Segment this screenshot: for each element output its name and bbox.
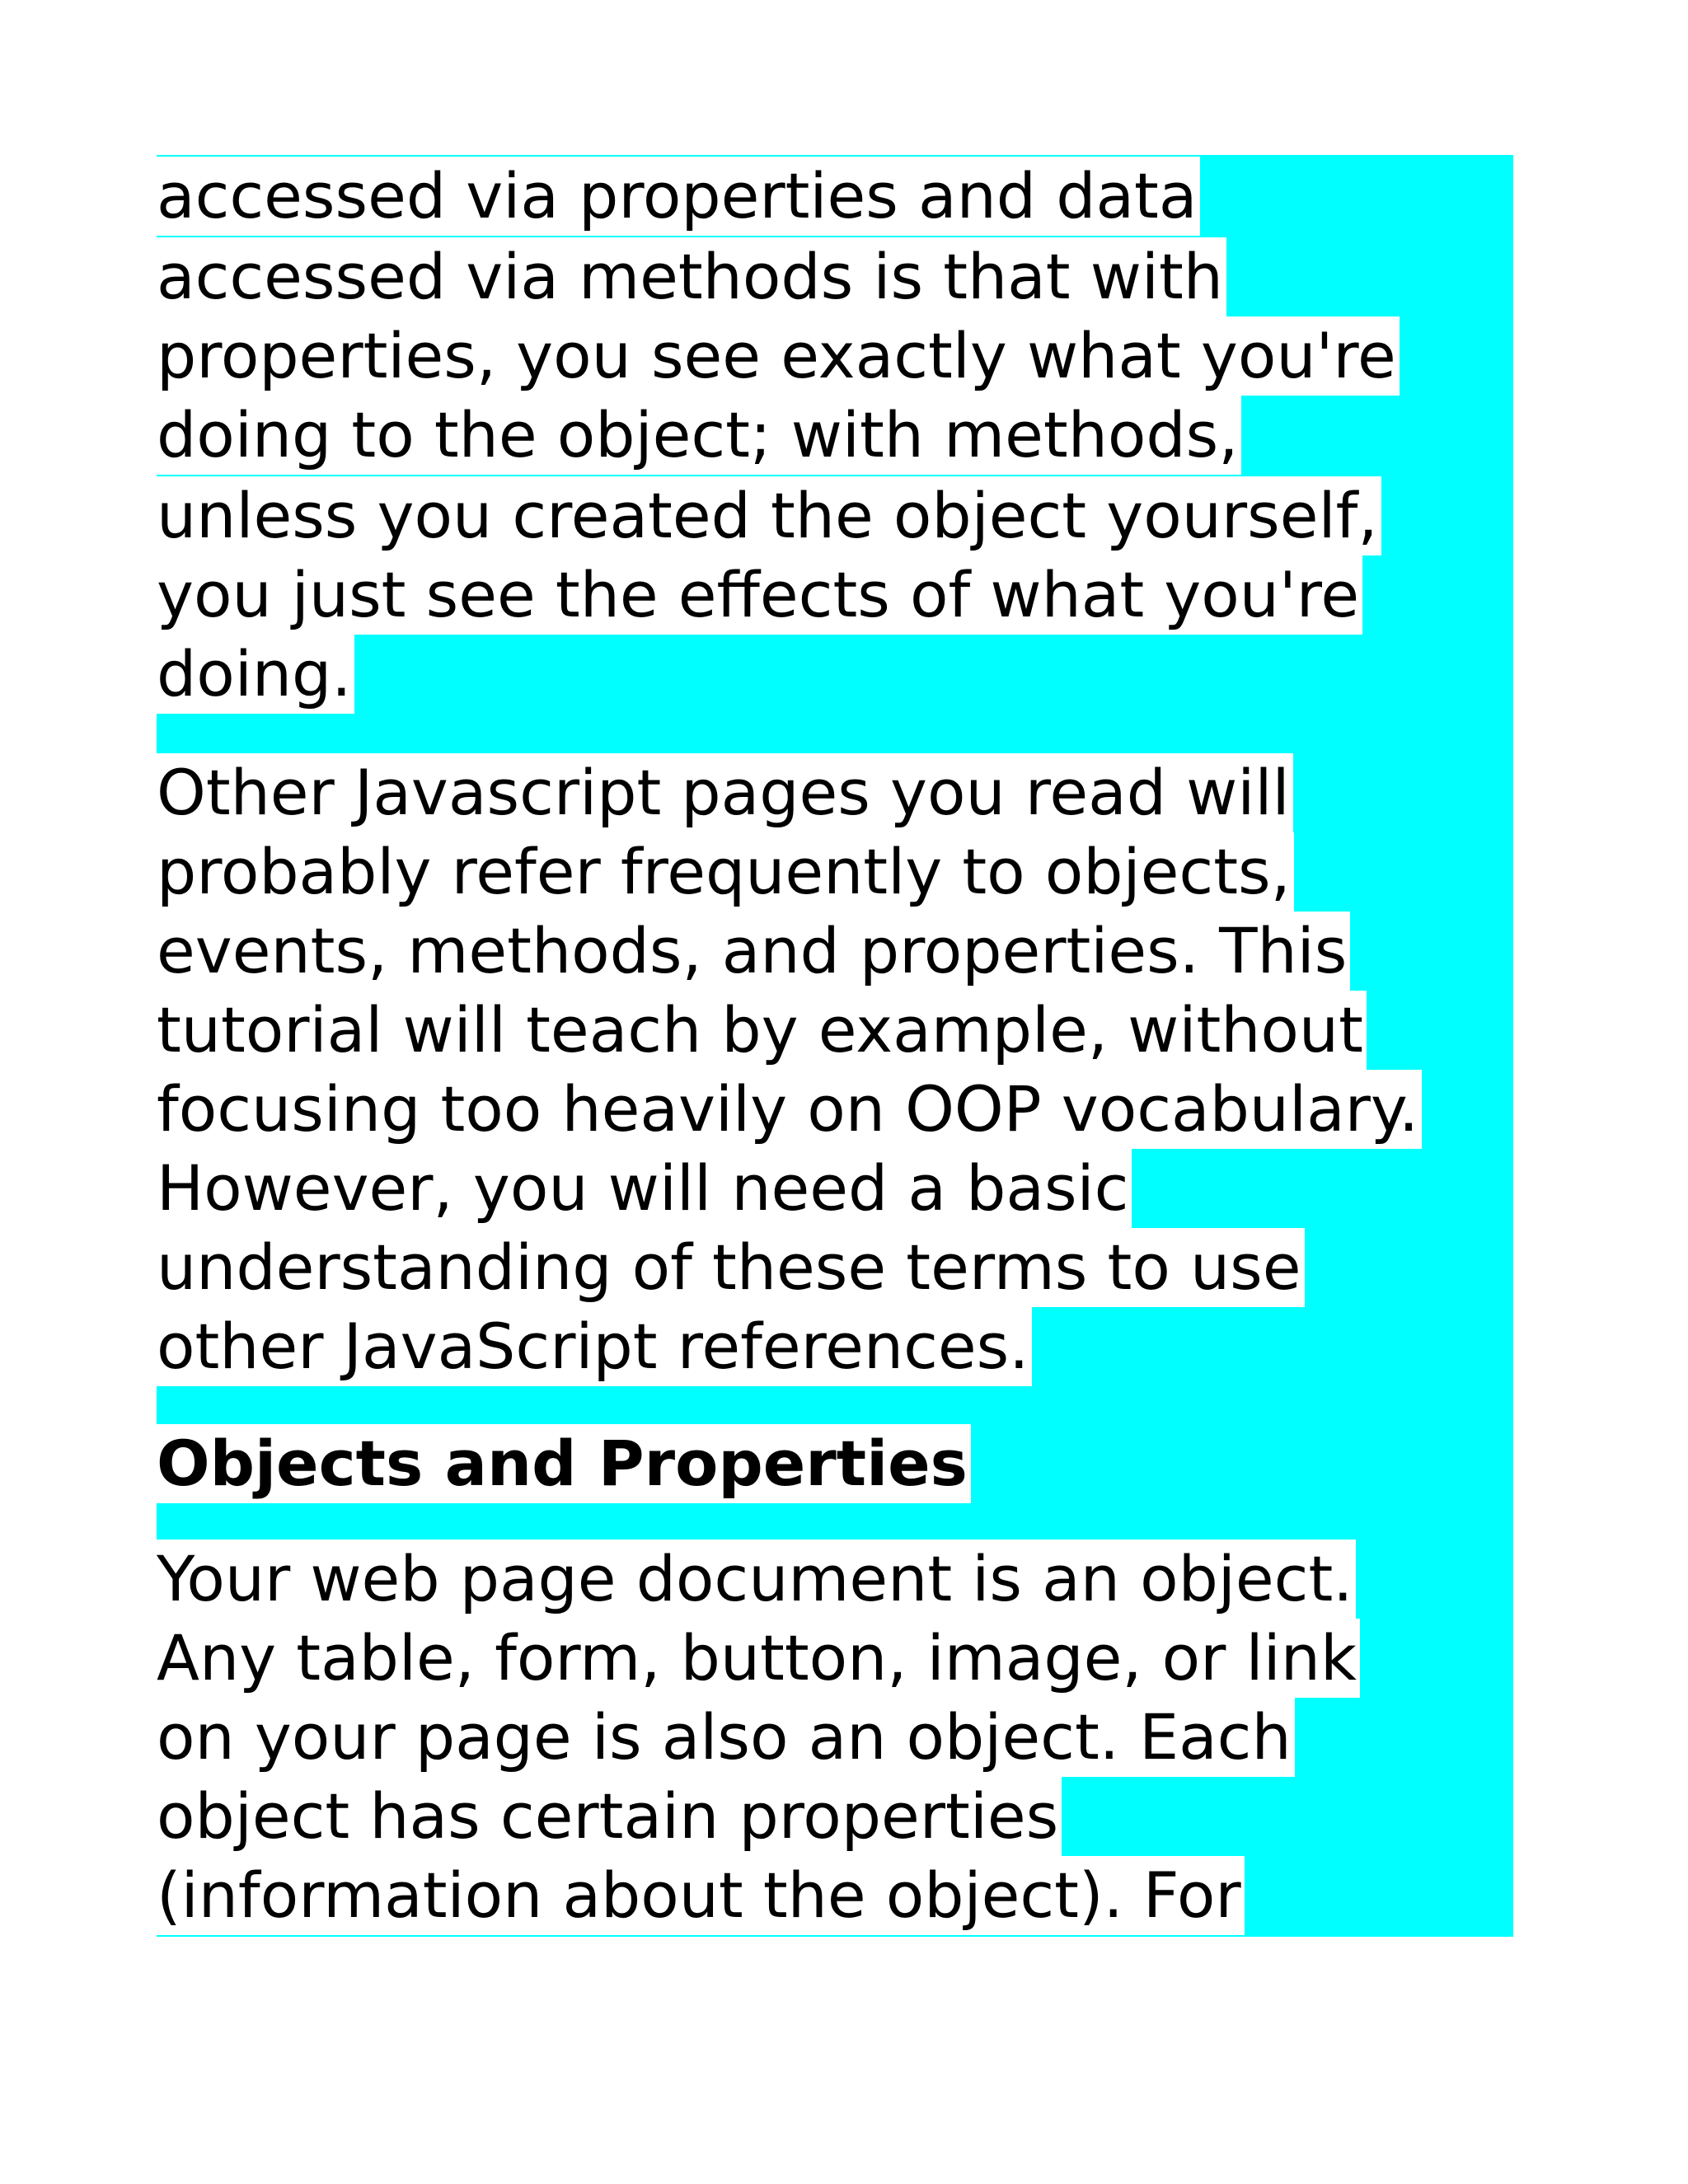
paragraph-3-line: Your web page document is an object. [157,1540,1356,1619]
paragraph-1-line: doing. [157,635,354,714]
paragraph-1-line: properties, you see exactly what you're [157,316,1400,396]
paragraph-1-line: doing to the object; with methods, [157,396,1241,475]
paragraph-3-line: on your page is also an object. Each [157,1698,1295,1777]
section-heading: Objects and Properties [157,1424,971,1503]
paragraph-3-line: object has certain properties [157,1777,1062,1856]
paragraph-1-line: accessed via properties and data [157,157,1200,236]
paragraph-2-line: focusing too heavily on OOP vocabulary. [157,1070,1422,1149]
paragraph-1-line: accessed via methods is that with [157,237,1226,316]
paragraph-1-line: you just see the effects of what you're [157,555,1362,635]
paragraph-2-line: probably refer frequently to objects, [157,832,1294,912]
paragraph-3-line: (information about the object). For [157,1856,1245,1935]
paragraph-2-line: other JavaScript references. [157,1307,1032,1386]
paragraph-2-line: Other Javascript pages you read will [157,753,1293,832]
paragraph-2-line: tutorial will teach by example, without [157,991,1367,1070]
paragraph-2-line: events, methods, and properties. This [157,912,1350,991]
paragraph-2-line: understanding of these terms to use [157,1228,1305,1307]
paragraph-1-line: unless you created the object yourself, [157,476,1381,555]
paragraph-3-line: Any table, form, button, image, or link [157,1619,1360,1698]
paragraph-2-line: However, you will need a basic [157,1149,1132,1228]
